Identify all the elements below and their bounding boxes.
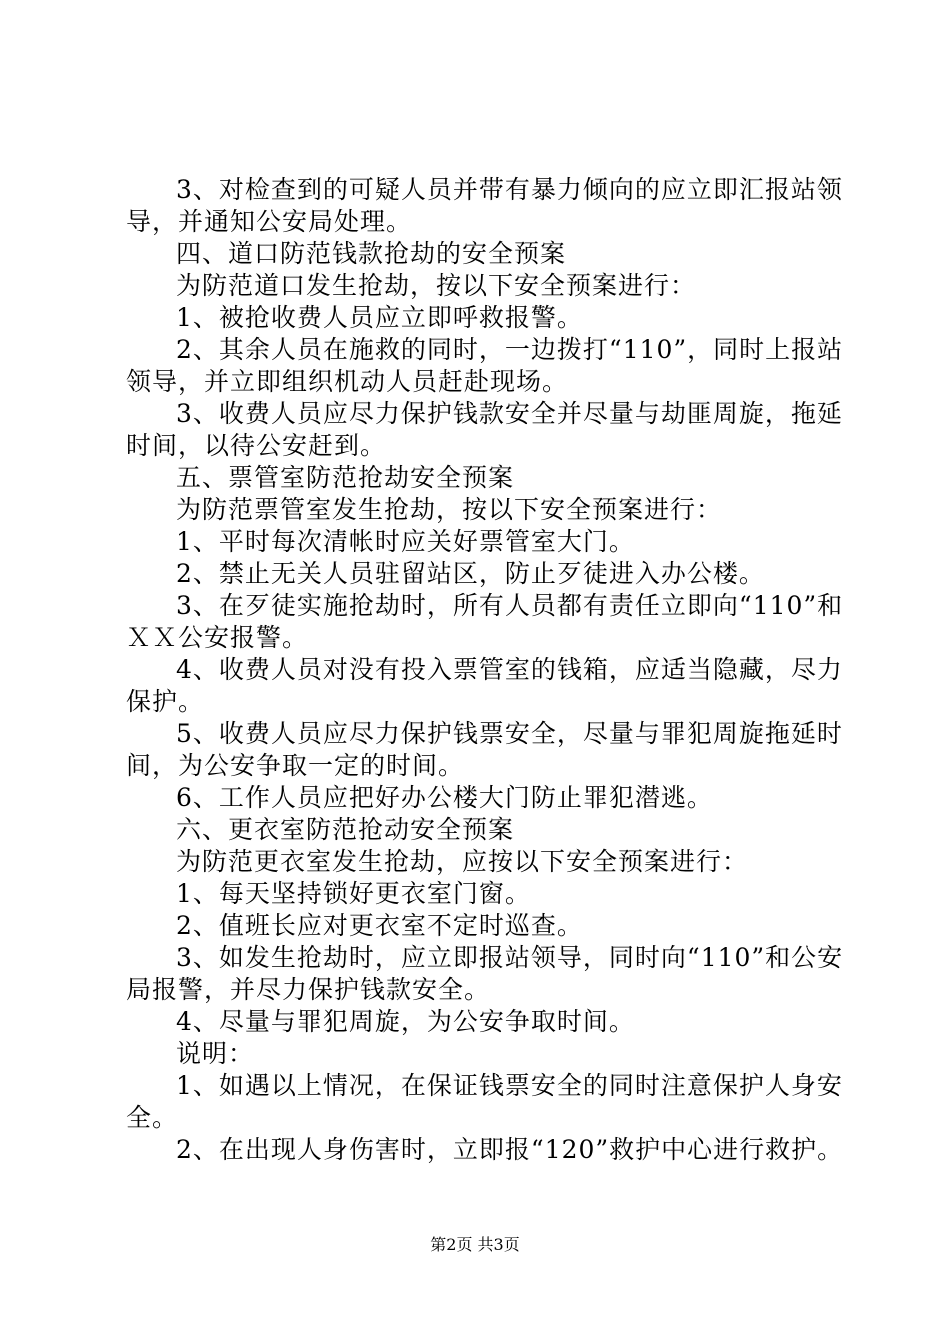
paragraph: 6、工作人员应把好办公楼大门防止罪犯潜逃。	[176, 783, 713, 812]
paragraph: 3、收费人员应尽力保护钱款安全并尽量与劫匪周旋，拖延时间，以待公安赶到。	[126, 399, 843, 460]
paragraph: 为防范票管室发生抢劫，按以下安全预案进行：	[176, 495, 723, 524]
document-body	[126, 174, 846, 1166]
section-heading: 四、道口防范钱款抢劫的安全预案	[176, 239, 567, 268]
paragraph: 3、对检查到的可疑人员并带有暴力倾向的应立即汇报站领导，并通知公安局处理。	[126, 175, 843, 236]
paragraph: 4、尽量与罪犯周旋，为公安争取时间。	[176, 1007, 635, 1036]
section-heading: 六、更衣室防范抢动安全预案	[176, 815, 515, 844]
paragraph: 1、如遇以上情况，在保证钱票安全的同时注意保护人身安全。	[126, 1071, 843, 1132]
paragraph: 为防范更衣室发生抢劫，应按以下安全预案进行：	[176, 847, 749, 876]
paragraph: 4、收费人员对没有投入票管室的钱箱，应适当隐藏，尽力保护。	[126, 655, 843, 716]
paragraph: 1、每天坚持锁好更衣室门窗。	[176, 879, 531, 908]
section-heading: 说明：	[176, 1039, 255, 1068]
paragraph: 2、在出现人身伤害时，立即报“120”救护中心进行救护。	[176, 1135, 844, 1164]
paragraph: 2、值班长应对更衣室不定时巡查。	[176, 911, 583, 940]
paragraph: 3、如发生抢劫时，应立即报站领导，同时向“110”和公安局报警，并尽力保护钱款安全。	[126, 943, 844, 1004]
paragraph: 3、在歹徒实施抢劫时，所有人员都有责任立即向“110”和ＸＸ公安报警。	[126, 591, 844, 652]
paragraph: 2、其余人员在施救的同时，一边拨打“110”，同时上报站领导，并立即组织机动人员赶赴现场。	[126, 335, 844, 396]
paragraph: 为防范道口发生抢劫，按以下安全预案进行：	[176, 271, 697, 300]
paragraph: 2、禁止无关人员驻留站区，防止歹徒进入办公楼。	[176, 559, 765, 588]
paragraph: 1、被抢收费人员应立即呼救报警。	[176, 303, 583, 332]
paragraph: 1、平时每次清帐时应关好票管室大门。	[176, 527, 635, 556]
page-footer	[0, 1235, 950, 1255]
page-number: 第2页 共3页	[430, 1235, 520, 1254]
section-heading: 五、票管室防范抢劫安全预案	[176, 463, 515, 492]
paragraph: 5、收费人员应尽力保护钱票安全，尽量与罪犯周旋拖延时间，为公安争取一定的时间。	[126, 719, 843, 780]
